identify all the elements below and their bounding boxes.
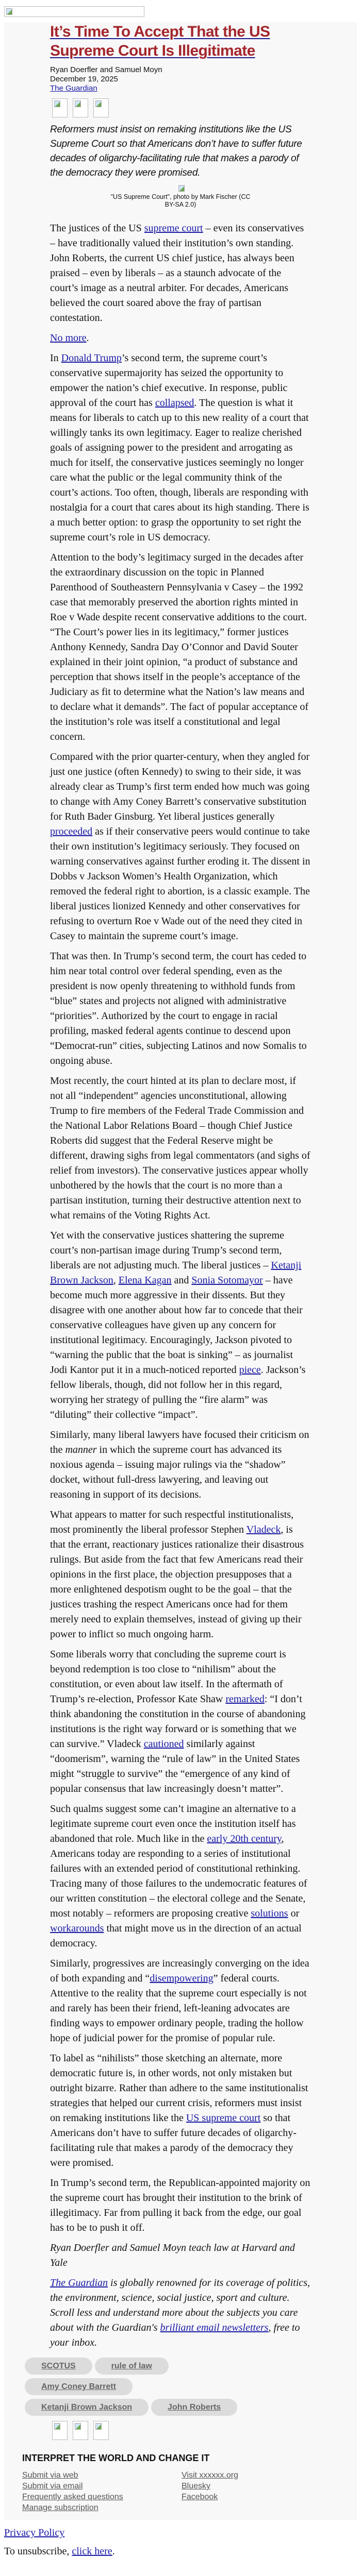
text-run: . Jackson’s fellow liberals, though, did not follow her in this regard, worrying her strategy of pulling the “fire alarm” was “diluting” their collective “impact”. [50,1364,306,1420]
text-run: is globally renowned for its coverage of politics, the environment, science, social justice, sport and culture. Scroll less and understand more about the subjects you care about with the Guardian's [50,2277,310,2333]
body-paragraph [50,1428,310,1502]
article-deck: Reformers must insist on remaking institutions like the US Supreme Court so that Americans don’t have to suffer future decades of oligarchy-facilitating rule that makes a parody of the democracy they were promised. [50,124,302,178]
text-run: , Americans today are responding to a series of institutional failures with an extended period of constitutional rethinking. Tracing many of those failures to the undemocratic features of our written constitution – the electoral college and the Senate, most notably – reformers are proposing creative [50,1833,307,1919]
unsubscribe-text [4,2545,357,2557]
body-paragraph [50,1507,310,1642]
text-run: Attention to the body’s legitimacy surged in the decades after the extraordinary discussion on the topic in Planned Parenthood of Southeastern Pennsylvania v Casey – the 1992 case that memorably preserved the abortion rights minted in Roe v Wade despite recent conservative additions to the court. “The Court’s power lies in its legitimacy,” former justices Anthony Kennedy, Sandra Day O’Connor and David Souter explained in their joint opinion, “a product of substance and perception that shows itself in the people’s acceptance of the Judiciary as fit to determine what the Nation’s law means and to declare what it demands”. The fact of popular acceptance of the institution’s role was itself a constitutional and legal concern. [50,552,309,742]
tag-pill[interactable]: Ketanji Brown Jackson [25,2399,149,2416]
inline-link[interactable]: Elena Kagan [118,1275,172,1286]
emphasis: manner [65,1444,97,1455]
share-icon[interactable] [52,98,68,117]
text-run: What appears to matter for such respectful institutionalists, most prominently the liberal professor Stephen [50,1509,294,1535]
text-run: Similarly, many liberal lawyers have focused their criticism on the [50,1429,309,1455]
share-icon[interactable] [73,98,88,117]
body-paragraph [50,331,310,346]
image-caption: "US Supreme Court", photo by Mark Fischer (CC BY-SA 2.0) [110,193,251,208]
footer-link[interactable]: Submit via web [22,2471,78,2480]
inline-link[interactable]: Ketanji Brown Jackson [50,1260,302,1286]
article-title [50,22,310,60]
inline-link[interactable]: US supreme court [186,2112,261,2124]
inline-link[interactable]: proceeded [50,826,93,837]
share-icon[interactable] [93,2421,109,2440]
article-figure [4,183,357,209]
inline-link[interactable]: piece [239,1364,261,1376]
inline-link[interactable]: brilliant email newsletters [160,2322,269,2333]
unsubscribe-prefix: To unsubscribe, [4,2546,72,2557]
body-paragraph [50,1956,310,2046]
body-paragraph [50,550,310,744]
tag-pill[interactable]: Amy Coney Barrett [25,2378,133,2395]
body-paragraph [50,221,310,326]
text-run: Yet with the conservative justices shattering the supreme court’s non-partisan image during Trump’s second term, liberals are not adjusting much. The liberal justices – [50,1230,284,1271]
text-run: Some liberals worry that concluding the supreme court is beyond redemption is too close to “nihilism” about the constitution, or even about law itself. In the aftermath of Trump’s re-election, Professor Kate Shaw [50,1649,286,1705]
body-paragraph [50,949,310,1069]
text-run: – have become much more aggressive in their dissents. But they disagree with one another about how far to concede that their conservative colleagues have given up any concern for institutional legitimacy. Encouragingly, Jackson pivoted to “warning the public that the boat is sinking” – as journalist Jodi Kantor put it in a much-noticed reported [50,1275,303,1376]
text-run: , is that the errant, reactionary justices rationalize their disastrous rulings. But aside from the fact that few Americans read their opinions in the first place, the objection presupposes that a more enlightened despotism ought to be the goal – that the justices trashing the respect Americans once had for them merely need to explain themselves, instead of giving up their power to inflict so much ongoing harm. [50,1524,304,1640]
text-run: , [113,1275,119,1286]
footer-link[interactable]: Bluesky [182,2482,211,2490]
text-run: and [171,1275,192,1286]
share-icon[interactable] [73,2421,88,2440]
footer-links-left [22,2470,182,2513]
text-run: or [288,1908,300,1919]
source-link[interactable]: The Guardian [50,84,97,93]
authors: Ryan Doerfler and Samuel Moyn [50,65,162,74]
article-body [50,221,310,2235]
body-paragraph [50,1228,310,1422]
body-paragraph [50,1802,310,1951]
inline-link[interactable]: Donald Trump [61,352,122,364]
tag-pill[interactable]: John Roberts [151,2399,237,2416]
text-run: similarly against “doomerism”, warning the “rule of law” in the United States might “struggle to survive” the “emergence of any kind of popular consensus that law increasingly doesn’t matter”. [50,1738,300,1794]
text-run: . The question is what it means for liberals to catch up to this new reality of a court that willingly tanks its own legitimacy. Eager to realize cherished goals of assigning power to the president and arrogating as much for itself, the conservative justices seemingly no longer care what the public or the legal community think of the court’s actions. Too often, though, liberals are responding with nostalgia for a court that cares about its high standing. There is a much better option: to grasp the opportunity to set right the supreme court’s role in US democracy. [50,397,309,543]
text-run: that might move us in the direction of an actual democracy. [50,1923,302,1949]
unsubscribe-suffix: . [112,2546,115,2557]
body-paragraph [50,750,310,944]
inline-link[interactable]: remarked [225,1693,265,1705]
text-run: . [86,332,89,344]
text-run: ” federal courts. Attentive to the reality that the supreme court especially is not and rarely has been their friend, left-leaning advocates are finding ways to empower ordinary people, trading the hollow hope of judicial power for the promise of popular rule. [50,1973,307,2044]
text-run: ’s second term, the supreme court’s conservative supermajority has seized the opportunity to empower the nation’s chief executive. In response, public approval of the court has [50,352,288,409]
text-run: Such qualms suggest some can’t imagine an alternative to a legitimate supreme court even once the institution itself has abandoned that role. Much like in the [50,1803,296,1844]
text-run: in which the supreme court has advanced its noxious agenda – issuing major rulings via the “shadow” docket, without full-dress lawyering, and leaving out reasoning in support of its decisions. [50,1444,286,1500]
newsletter-container [4,22,357,2520]
privacy-policy-link[interactable]: Privacy Policy [4,2527,65,2538]
unsubscribe-link[interactable]: click here [72,2546,112,2557]
footer-link[interactable]: Submit via email [22,2482,83,2490]
text-run: Most recently, the court hinted at its plan to declare most, if not all “independent” agencies unconstitutional, allowing Trump to fire members of the Federal Trade Commission and the National Labor Relations Board – though Chief Justice Roberts did suggest that the Federal Reserve might be different, drawing sighs from legal commentators (and sighs of relief from investors). The conservative justices appear wholly unbothered by the howls that the court is no more than a partisan institution, turning their destructive attention next to what remains of the Voting Rights Act. [50,1075,310,1221]
publish-date: December 19, 2025 [50,75,118,83]
footer-heading: INTERPRET THE WORLD AND CHANGE IT [22,2453,210,2463]
share-icon[interactable] [52,2421,68,2440]
footer-link[interactable]: Frequently asked questions [22,2493,123,2501]
author-note: Ryan Doerfler and Samuel Moyn teach law at Harvard and Yale [50,2242,295,2268]
text-run: In [50,352,61,364]
text-run: Compared with the prior quarter-century, when they angled for just one justice (often Kennedy) to swing to their side, it was already clear as Trump’s first term ended how much was going to change with Amy Coney Barrett’s conservative substitution for Ruth Bader Ginsburg. Yet liberal justices generally [50,751,310,822]
body-paragraph [50,1074,310,1223]
text-run: : “I don’t think abandoning the constitution in the course of abandoning institutions is the right way forward or is something that we can survive.” Vladeck [50,1693,306,1750]
footer-link[interactable]: Visit xxxxxx.org [182,2471,238,2480]
body-paragraph [50,351,310,545]
text-run: Similarly, progressives are increasingly converging on the idea of both expanding and “ [50,1958,309,1984]
body-paragraph [50,2051,310,2171]
body-paragraph [50,1647,310,1797]
source-note [50,2276,310,2350]
inline-link[interactable]: No more [50,332,87,344]
article-image [177,183,184,191]
text-run: In Trump’s second term, the Republican-appointed majority on the supreme court has brought their institution to the brink of illegitimacy. Far from pulling it back from the edge, our goal has to be to push it off. [50,2177,310,2233]
inline-link[interactable]: cautioned [143,1738,184,1750]
tag-pill[interactable]: rule of law [95,2358,169,2375]
share-icons [50,98,310,117]
inline-link[interactable]: The Guardian [50,2277,108,2289]
tag-list [25,2358,248,2416]
inline-link[interactable]: early 20th century [207,1833,282,1844]
body-paragraph [50,2176,310,2235]
byline [50,65,310,93]
footer-link[interactable]: Facebook [182,2493,218,2501]
tag-pill[interactable]: SCOTUS [25,2358,92,2375]
inline-link[interactable]: collapsed [155,397,194,409]
article-title-link[interactable]: It’s Time To Accept That the US Supreme Court Is Illegitimate [50,23,270,59]
text-run: The justices of the US [50,223,144,234]
share-icon[interactable] [93,98,109,117]
text-run: so that Americans don’t have to suffer future decades of oligarchy-facilitating rule that makes a parody of the democracy they were promised. [50,2112,297,2168]
footer-link[interactable]: Manage subscription [22,2503,99,2512]
inline-link[interactable]: disempowering [150,1973,214,1984]
footer-links-right [182,2470,341,2513]
inline-link[interactable]: workarounds [50,1923,104,1934]
footer [22,2452,357,2520]
inline-link[interactable]: supreme court [144,223,203,234]
text-run: – even its conservatives – have traditionally valued their institution’s own standing. John Roberts, the current US chief justice, has always been praised – even by liberals – as a staunch advocate of the court’s image as a neutral arbiter. For decades, Americans believed the court soared above the fray of partisan contestation. [50,223,304,324]
legal-footer [4,2527,357,2557]
inline-link[interactable]: Vladeck [246,1524,281,1535]
share-icons-bottom [50,2421,313,2440]
inline-link[interactable]: solutions [251,1908,288,1919]
logo-image [4,6,144,17]
text-run: That was then. In Trump’s second term, the court has ceded to him near total control over federal spending, even as the president is now openly threatening to withhold funds from “blue” states and projects not aligned with administrative “priorities”. Authorized by the court to engage in racial profiling, masked federal agents continue to descend upon “Democrat-run” cities, subjecting Latinos and now Somalis to ongoing abuse. [50,951,307,1066]
inline-link[interactable]: Sonia Sotomayor [191,1275,263,1286]
text-run: To label as “nihilists” those sketching an alternate, more democratic future is, in other words, not only mistaken but outright bizarre. Rather than adhere to the same institutionalist strategies that helped our current crisis, reformers must insist on remaking institutions like the [50,2053,308,2124]
text-run: as if their conservative peers would continue to take their own institution’s legitimacy seriously. They focused on warning conservatives against further eroding it. The dissent in Dobbs v Jackson Women’s Health Organization, which removed the federal right to abortion, is a classic example. The liberal justices lionized Kennedy and other conservatives for refusing to overturn Roe v Wade out of the need they cited in Casey to maintain the supreme court’s image. [50,826,310,942]
text-run: , free to your inbox. [50,2322,300,2348]
